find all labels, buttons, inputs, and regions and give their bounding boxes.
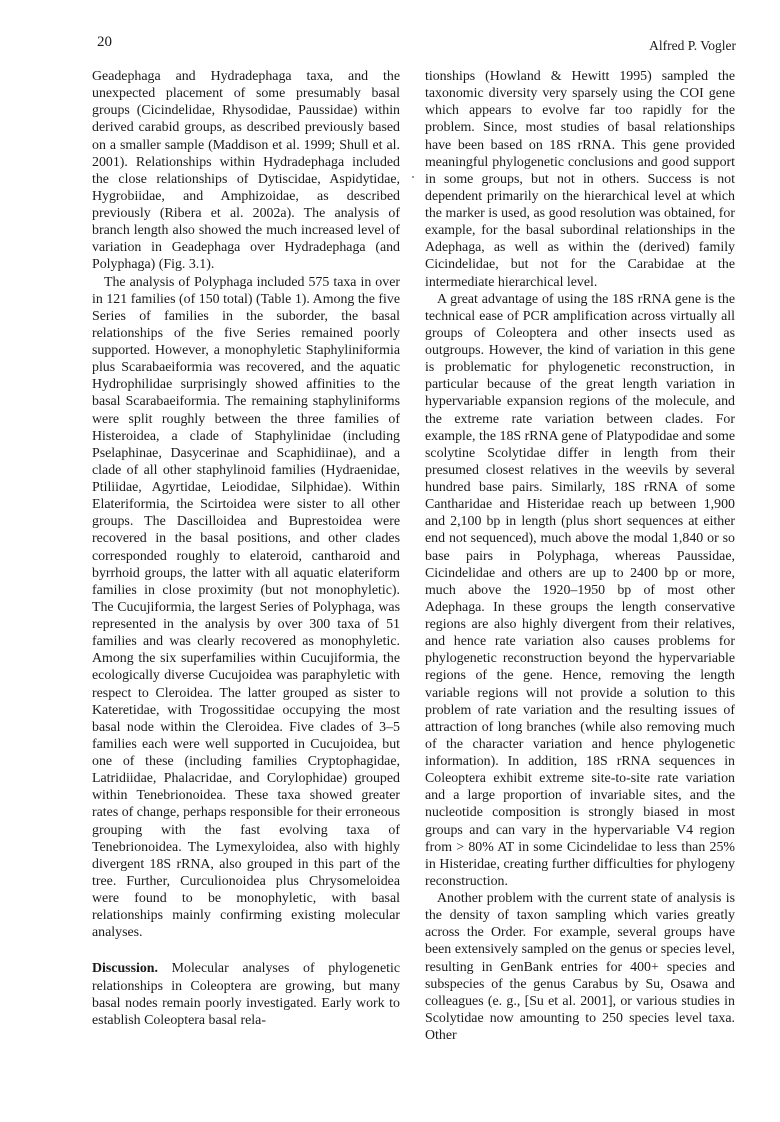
discussion-heading: Discussion. bbox=[92, 961, 159, 977]
discussion-text: Molecular analyses of phylogenetic relationships in Coleoptera are growing, but many basal nodes remain poorly investigated. Early work to establish Coleoptera basal rela- bbox=[92, 961, 400, 1028]
paragraph: A great advantage of using the 18S rRNA gene is the technical ease of PCR amplification across virtually all groups of Coleoptera and other insects used as outgroups. However, the kind of variation in this gene is problematic for phylogenetic reconstruction, in particular because of the great length variation in hypervariable expansion regions of the molecule, and the extreme rate variation between clades. For example, the 18S rRNA gene of Platypodidae and some scolytine Scolytidae differ in length from their presumed closest relatives in the weevils by several hundred base pairs. Similarly, 18S rRNA of some Cantharidae and Histeridae reach up between 1,900 and 2,100 bp in length (plus short sequences at either end not sequenced), much above the modal 1,840 or so base pairs in Polyphaga, whereas Paussidae, Cicindelidae and others are up to 2400 bp or more, much above the 1920–1950 bp of most other Adephaga. In these groups the length conservative regions are also highly divergent from their relatives, and hence rate variation also causes problems for phylogenetic reconstruction beyond the hypervariable regions of the gene. Hence, removing the length variable regions will not provide a solution to this problem of rate variation and the resulting issues of attraction of long branches (while also removing much of the character variation and hence phylogenetic information). In addition, 18S rRNA sequences in Coleoptera exhibit extreme site-to-site rate variation and a large proportion of invariable sites, and the nucleotide composition is strongly biased in most groups and can vary in the hypervariable V4 region from > 80% AT in some Cicindelidae to less than 25% in Histeridae, creating further difficulties for phylogeny reconstruction. bbox=[425, 291, 735, 889]
discussion-paragraph bbox=[92, 960, 400, 1029]
scan-speck bbox=[412, 176, 414, 178]
right-column bbox=[425, 68, 735, 1044]
paragraph: Another problem with the current state of analysis is the density of taxon sampling which varies greatly across the Order. For example, several groups have been extensively sampled on the genus or species level, resulting in GenBank entries for 400+ species and subspecies of the genus Carabus by Su, Osawa and colleagues (e. g., [Su et al. 2001], or various studies in Scolytidae now amounting to 250 species level taxa. Other bbox=[425, 891, 735, 1043]
page-number: 20 bbox=[97, 34, 112, 50]
paragraph: Geadephaga and Hydradephaga taxa, and the unexpected placement of some presumably basal groups (Cicindelidae, Rhysodidae, Paussidae) within derived carabid groups, as described previously based on a smaller sample (Maddison et al. 1999; Shull et al. 2001). Relationships within Hydradephaga included the close relationships of Dytiscidae, Aspidytidae, Hygrobiidae, and Amphizoidae, as described previously (Ribera et al. 2002a). The analysis of branch length also showed the much increased level of variation in Geadephaga over Hydradephaga (and Polyphaga) (Fig. 3.1). bbox=[92, 69, 400, 273]
paragraph: tionships (Howland & Hewitt 1995) sampled the taxonomic diversity very sparsely using the COI gene which appears to evolve far too rapidly for the problem. Since, most studies of basal relationships have been based on 18S rRNA. This gene provided meaningful phylogenetic conclusions and good support in some groups, but not in others. Success is not dependent primarily on the hierarchical level at which the marker is used, as good resolution was obtained, for example, for the basal subordinal relationships in the Adephaga, as well as within the (derived) family Cicindelidae, but not for the Carabidae at the intermediate hierarchical level. bbox=[425, 69, 735, 290]
running-head: Alfred P. Vogler bbox=[649, 38, 736, 53]
left-column bbox=[92, 68, 400, 1029]
paragraph: The analysis of Polyphaga included 575 taxa in over in 121 families (of 150 total) (Table 1). Among the five Series of families in the suborder, the basal relationships of the five Series remained poorly supported. However, a monophyletic Staphyliniformia plus Scarabaeiformia was recovered, and the aquatic Hydrophilidae surprisingly showed affinities to the basal Scarabaeiformia. The remaining staphyliniforms were split roughly between the three families of Histeroidea, a clade of Staphylinidae (including Pselaphinae, Dasycerinae and Scaphidiinae), and a clade of all other staphylinoid families (Hydraenidae, Ptiliidae, Agyrtidae, Leiodidae, Silphidae). Within Elateriformia, the Scirtoidea were sister to all other groups. The Dascilloidea and Buprestoidea were recovered in the basal positions, and other clades corresponded roughly to elateroid, cantharoid and byrrhoid groups, the latter with all aquatic elateriform families in close proximity (but not monophyletic). The Cucujiformia, the largest Series of Polyphaga, was represented in the analysis by over 300 taxa of 51 families and was clearly recovered as monophyletic. Among the six superfamilies within Cucujiformia, the ecologically diverse Cucujoidea was paraphyletic with respect to Cleroidea. The latter grouped as sister to Kateretidae, with Trogossitidae occupying the most basal node within the Cleroidea. Five clades of 3–5 families each were well supported in Cucujoidea, but one of these (including families Cryptophagidae, Latridiidae, Phalacridae, and Corylophidae) grouped within Tenebrionoidea. These taxa showed greater rates of change, perhaps responsible for their erroneous grouping with the fast evolving taxa of Tenebrionoidea. The Lymexyloidea, also with highly divergent 18S rRNA, also grouped in this part of the tree. Further, Curculionoidea plus Chrysomeloidea were found to be monophyletic, with basal relationships mainly confirming existing molecular analyses. bbox=[92, 274, 400, 941]
